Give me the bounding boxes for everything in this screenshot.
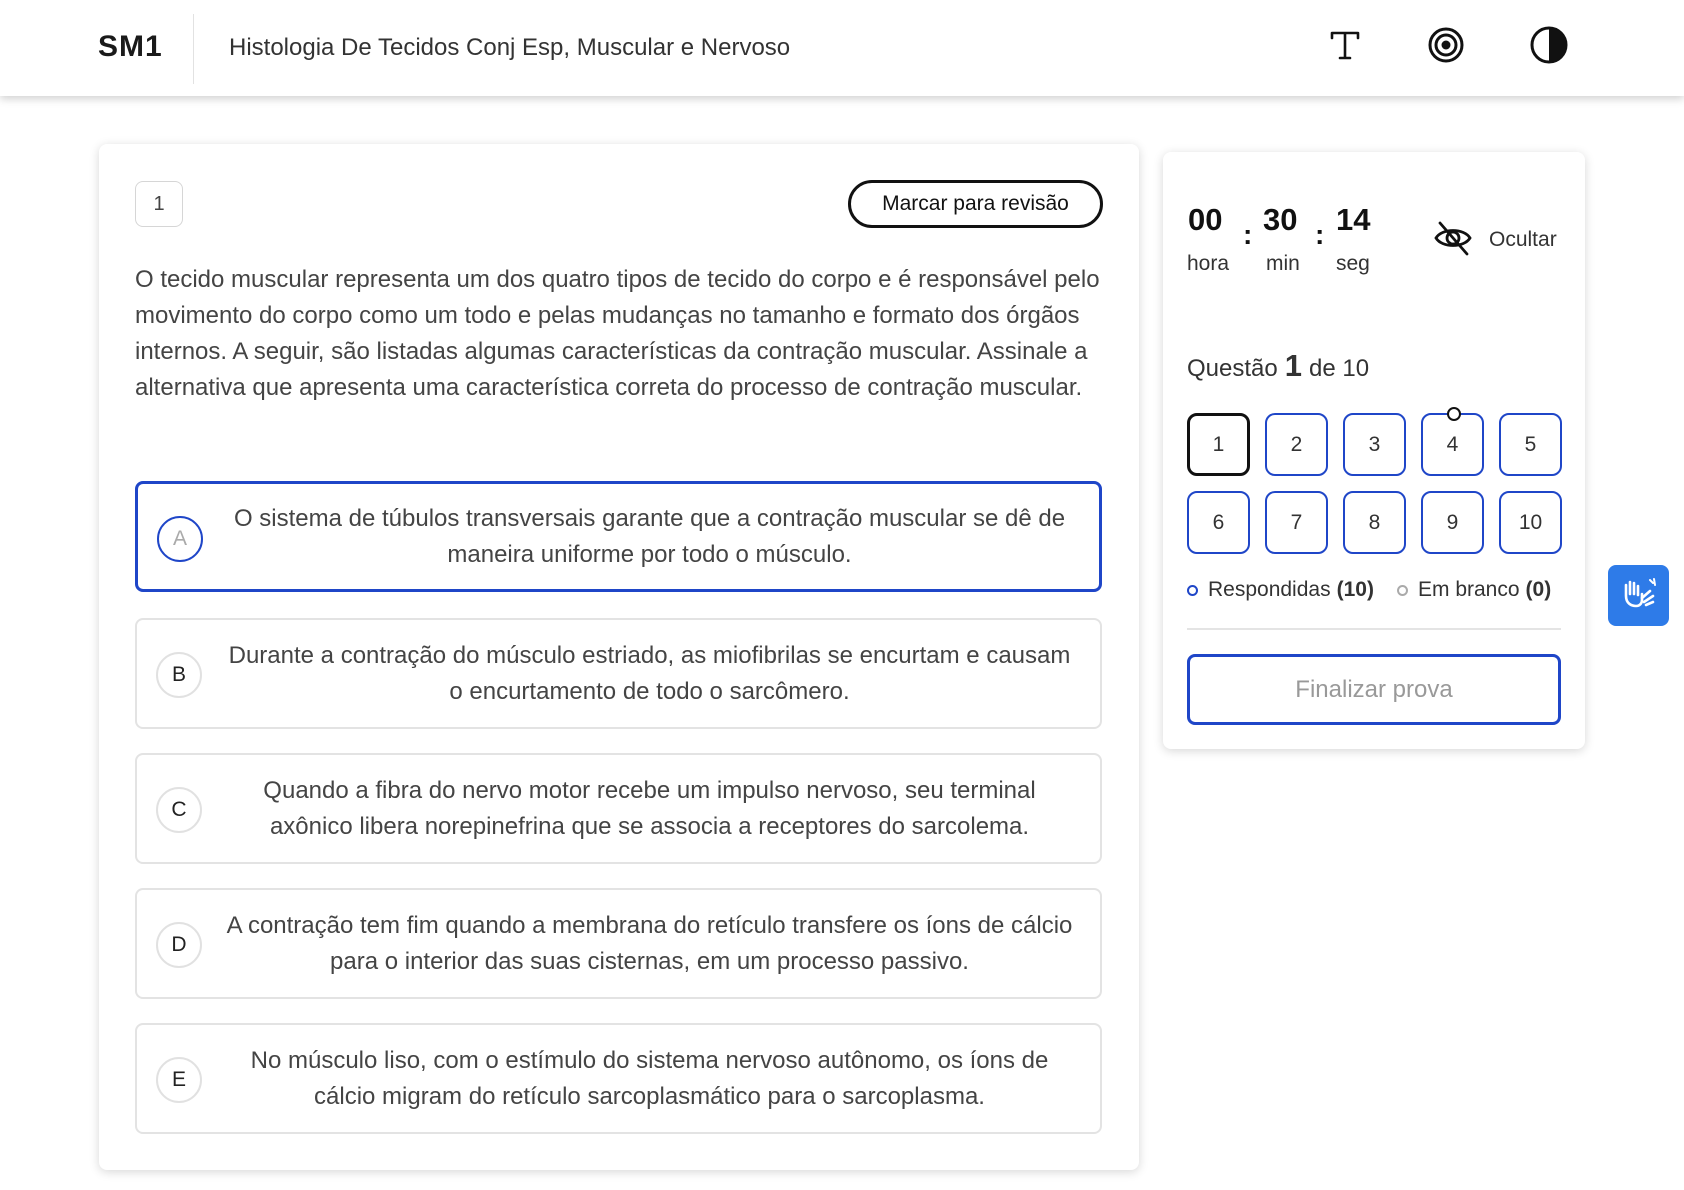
question-nav-button[interactable]: 9 — [1421, 491, 1484, 554]
sign-language-hands-icon — [1620, 574, 1658, 617]
answered-dot-icon — [1187, 585, 1198, 596]
question-nav-button[interactable]: 1 — [1187, 413, 1250, 476]
timer-seconds-label: seg — [1336, 252, 1370, 275]
question-nav-button[interactable]: 2 — [1265, 413, 1328, 476]
focus-mode-button[interactable] — [1423, 24, 1469, 70]
question-counter-prefix: Questão — [1187, 355, 1278, 382]
option-letter: E — [156, 1057, 202, 1103]
timer-separator: : — [1243, 219, 1253, 250]
timer-minutes-label: min — [1266, 252, 1300, 275]
panel-divider — [1187, 628, 1561, 630]
sign-language-button[interactable] — [1608, 565, 1669, 626]
blank-count: (0) — [1525, 578, 1552, 601]
timer-hours-label: hora — [1187, 252, 1230, 275]
eye-off-icon — [1433, 218, 1473, 263]
question-nav-button[interactable]: 8 — [1343, 491, 1406, 554]
timer-minutes: 30 — [1263, 202, 1298, 237]
option-letter: B — [156, 652, 202, 698]
option-b[interactable] — [135, 618, 1102, 729]
hide-timer-button[interactable] — [1433, 218, 1568, 262]
question-counter-current: 1 — [1284, 348, 1302, 383]
question-card — [99, 144, 1139, 1170]
question-counter — [1187, 348, 1369, 384]
option-e[interactable] — [135, 1023, 1102, 1134]
question-nav-button[interactable]: 10 — [1499, 491, 1562, 554]
option-text: No músculo liso, com o estímulo do sistema nervoso autônomo, os íons de cálcio migram do retículo sarcoplasmático para o sarcoplasma. — [250, 1046, 1049, 1110]
timer-seconds: 14 — [1336, 202, 1371, 237]
question-number: 1 — [135, 181, 183, 227]
blank-label: Em branco — [1418, 578, 1520, 601]
blank-dot-icon — [1397, 585, 1408, 596]
option-letter: D — [156, 922, 202, 968]
question-nav-button[interactable]: 6 — [1187, 491, 1250, 554]
mark-for-review-button[interactable]: Marcar para revisão — [848, 180, 1103, 228]
hide-timer-label: Ocultar — [1489, 228, 1557, 251]
question-nav-button-flagged[interactable] — [1421, 413, 1484, 476]
font-size-button[interactable] — [1322, 24, 1368, 70]
blank-legend — [1397, 578, 1551, 602]
answered-count: (10) — [1336, 578, 1374, 601]
option-c[interactable] — [135, 753, 1102, 864]
option-text: O sistema de túbulos transversais garante que a contração muscular se dê de maneira uniforme por todo o músculo. — [233, 504, 1066, 568]
exam-title: Histologia De Tecidos Conj Esp, Muscular e Nervoso — [229, 34, 791, 61]
contrast-button[interactable] — [1526, 24, 1572, 70]
option-a[interactable] — [135, 481, 1102, 592]
target-icon — [1427, 26, 1465, 69]
option-d[interactable] — [135, 888, 1102, 999]
exam-side-panel — [1163, 152, 1585, 749]
contrast-icon — [1529, 25, 1569, 70]
option-letter: C — [156, 787, 202, 833]
question-nav-button[interactable]: 5 — [1499, 413, 1562, 476]
answered-label: Respondidas — [1208, 578, 1331, 601]
question-text: O tecido muscular representa um dos quatro tipos de tecido do corpo e é responsável pelo movimento do corpo como um todo e pelas mudanças no tamanho e formato dos órgãos internos. A seguir, são listadas algumas características da contração muscular. Assinale a alternativa que apresenta uma característica correta do processo de contração muscular. — [135, 266, 1100, 401]
answered-legend — [1187, 578, 1374, 602]
top-header — [0, 0, 1684, 96]
option-letter: A — [157, 516, 203, 562]
question-nav-button[interactable]: 3 — [1343, 413, 1406, 476]
option-text: A contração tem fim quando a membrana do retículo transfere os íons de cálcio para o interior das suas cisternas, em um processo passivo. — [226, 911, 1073, 975]
timer-hours: 00 — [1188, 202, 1223, 237]
finish-exam-button[interactable]: Finalizar prova — [1187, 654, 1561, 725]
review-flag-marker — [1447, 407, 1461, 421]
header-divider — [193, 14, 194, 84]
question-nav-button[interactable]: 7 — [1265, 491, 1328, 554]
option-text: Durante a contração do músculo estriado, as miofibrilas se encurtam e causam o encurtamento de todo o sarcômero. — [228, 641, 1071, 705]
logo: SM1 — [98, 30, 163, 63]
question-nav-label: 4 — [1446, 432, 1459, 456]
font-size-icon — [1328, 28, 1362, 67]
timer-separator: : — [1315, 219, 1325, 250]
question-counter-suffix: de 10 — [1308, 355, 1370, 382]
option-text: Quando a fibra do nervo motor recebe um impulso nervoso, seu terminal axônico libera norepinefrina que se associa a receptores do sarcolema. — [263, 776, 1036, 840]
